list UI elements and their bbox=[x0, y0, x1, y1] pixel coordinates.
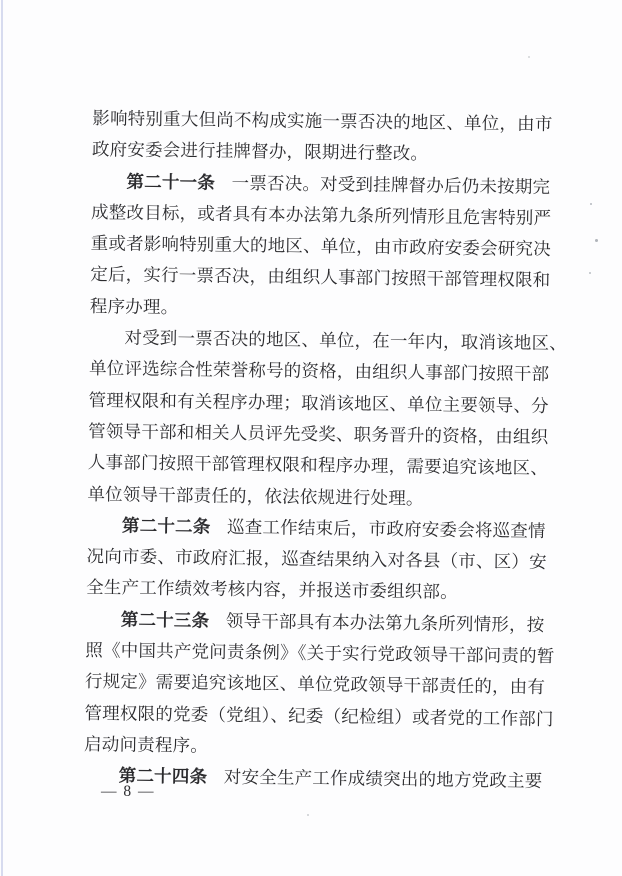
scan-speck bbox=[595, 239, 598, 242]
text-line: 管理权限的党委（党组）、纪委（纪检组）或者党的工作部门 bbox=[84, 702, 554, 729]
text-line: 全生产工作绩效考核内容，并报送市委组织部。 bbox=[86, 577, 458, 603]
text-line: 影响特别重大但尚不构成实施一票否决的地区、单位，由市 bbox=[92, 108, 553, 135]
scan-edge-line bbox=[1, 0, 3, 876]
scan-speck bbox=[590, 203, 592, 205]
text-line: 启动问责程序。 bbox=[84, 733, 209, 756]
line-text: 巡查工作结束后，市政府安委会将巡查情 bbox=[226, 516, 546, 541]
article-number-heading: 第二十二条 bbox=[121, 515, 211, 537]
document-body bbox=[84, 103, 568, 798]
text-line: 定后，实行一票否决，由组织人事部门按照干部管理权限和 bbox=[90, 264, 551, 291]
article-paragraph bbox=[86, 510, 549, 610]
article-number-heading: 第二十三条 bbox=[120, 609, 210, 631]
scan-speck bbox=[528, 56, 530, 58]
article-number-heading: 第二十一条 bbox=[126, 171, 216, 193]
text-line: 况向市委、市政府汇报，巡查结果纳入对各县（市、区）安 bbox=[86, 546, 547, 573]
text-line: 管理权限和有关程序办理；取消该地区、单位主要领导、分 bbox=[88, 389, 549, 416]
text-line: 管领导干部和相关人员评先受奖、职务晋升的资格，由组织 bbox=[88, 420, 549, 447]
line-text: 对安全生产工作成绩突出的地方党政主要 bbox=[223, 767, 543, 792]
text-line: 对受到一票否决的地区、单位，在一年内，取消该地区、 bbox=[124, 327, 568, 354]
text-line: 单位评选综合性荣誉称号的资格，由组织人事部门按照干部 bbox=[88, 358, 550, 385]
text-line: 重或者影响特别重大的地区、单位，由市政府安委会研究决 bbox=[90, 233, 551, 260]
scan-speck bbox=[307, 814, 309, 816]
article-number-heading: 第二十四条 bbox=[118, 765, 208, 787]
text-line: 成整改目标，或者具有本办法第九条所列情形且危害特别严 bbox=[90, 201, 552, 228]
text-line: 单位领导干部责任的，依法依规进行处理。 bbox=[87, 483, 424, 508]
text-line: 政府安委会进行挂牌督办，限期进行整改。 bbox=[91, 139, 429, 164]
body-paragraph bbox=[87, 322, 568, 516]
text-line: 行规定》需要追究该地区、单位党政领导干部责任的，由有 bbox=[84, 671, 546, 698]
line-text: 一票否决。对受到挂牌督办后仍未按期完 bbox=[231, 172, 551, 197]
line-text: 领导干部具有本办法第九条所列情形，按 bbox=[225, 610, 545, 635]
body-paragraph bbox=[92, 103, 555, 172]
article-paragraph bbox=[90, 166, 554, 329]
text-line: 程序办理。 bbox=[89, 295, 179, 317]
article-paragraph bbox=[84, 604, 555, 767]
text-line: 照《中国共产党问责条例》《关于实行党政领导干部问责的暂 bbox=[85, 640, 555, 667]
scan-speck bbox=[589, 272, 591, 274]
text-line: 人事部门按照干部管理权限和程序办理，需要追究该地区、 bbox=[87, 452, 549, 479]
page-number: — 8 — bbox=[101, 783, 155, 800]
